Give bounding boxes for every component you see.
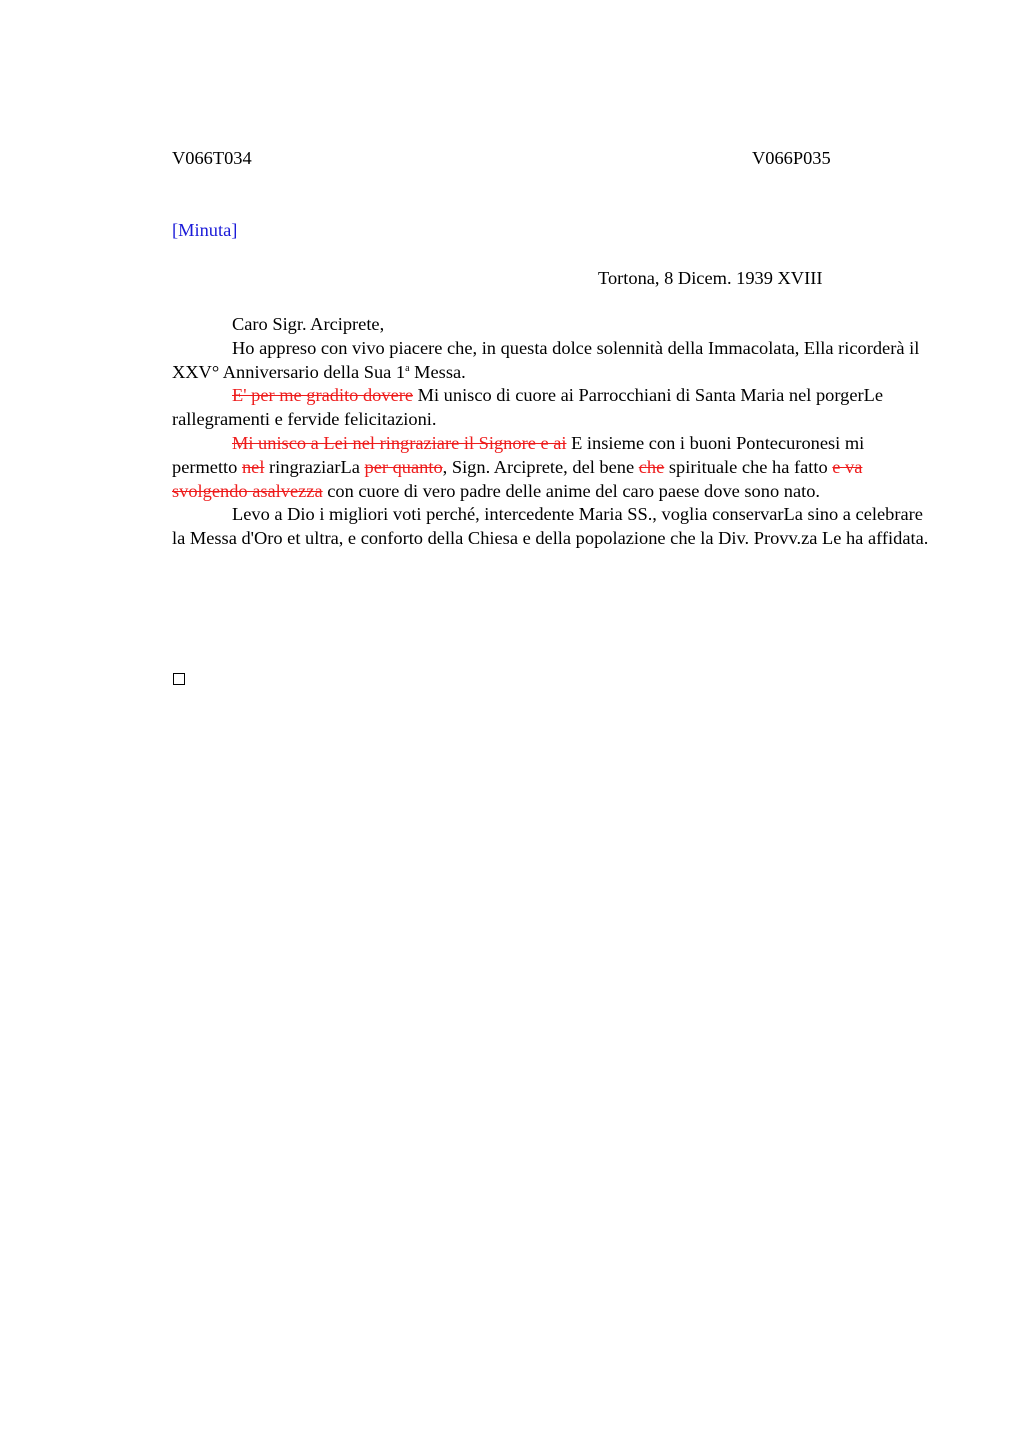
paragraph-3-text: , Sign. Arciprete, del bene	[442, 456, 639, 477]
paragraph-3-text: con cuore di vero padre delle anime del caro paese dove sono nato.	[322, 480, 821, 501]
deleted-text: per quanto	[364, 456, 443, 477]
paragraph-3-text: E insieme con i buoni Pontecuronesi mi permetto	[172, 432, 865, 477]
empty-checkbox-icon	[173, 673, 185, 685]
draft-label: [Minuta]	[172, 220, 238, 240]
paragraph-2	[172, 384, 932, 432]
deleted-text: e va svolgendo asalvezza	[172, 456, 863, 501]
paragraph-3	[172, 432, 932, 503]
paragraph-1	[172, 337, 932, 385]
superscript-a: a	[405, 362, 410, 374]
paragraph-3-text: ringraziarLa	[264, 456, 365, 477]
paragraph-3-text: spirituale che ha fatto	[664, 456, 833, 477]
deleted-text: E' per me gradito dovere	[232, 385, 414, 406]
deleted-text: nel	[241, 456, 265, 477]
paragraph-4: Levo a Dio i migliori voti perché, intercedente Maria SS., voglia conservarLa sino a celebrare la Messa d'Oro et ultra, e conforto della Chiesa e della popolazione che la Div. Provv.za Le ha affidata.	[172, 504, 929, 549]
letter-body	[172, 313, 932, 551]
salutation: Caro Sigr. Arciprete,	[232, 314, 385, 334]
paragraph-2-text: Mi unisco di cuore ai Parrocchiani di Santa Maria nel porgerLe rallegramenti e fervide felicitazioni.	[172, 385, 884, 430]
paragraph-1-text-a: Ho appreso con vivo piacere che, in questa dolce solennità della Immacolata, Ella ricorderà il XXV° Anniversario della Sua 1	[172, 337, 920, 382]
deleted-text: che	[638, 456, 665, 477]
paragraph-1-text-b: Messa.	[409, 361, 466, 382]
document-reference-left: V066T034	[172, 148, 252, 168]
document-reference-right: V066P035	[752, 148, 831, 168]
dateline: Tortona, 8 Dicem. 1939 XVIII	[598, 268, 823, 288]
deleted-text: Mi unisco a Lei nel ringraziare il Signore e ai	[232, 432, 567, 453]
